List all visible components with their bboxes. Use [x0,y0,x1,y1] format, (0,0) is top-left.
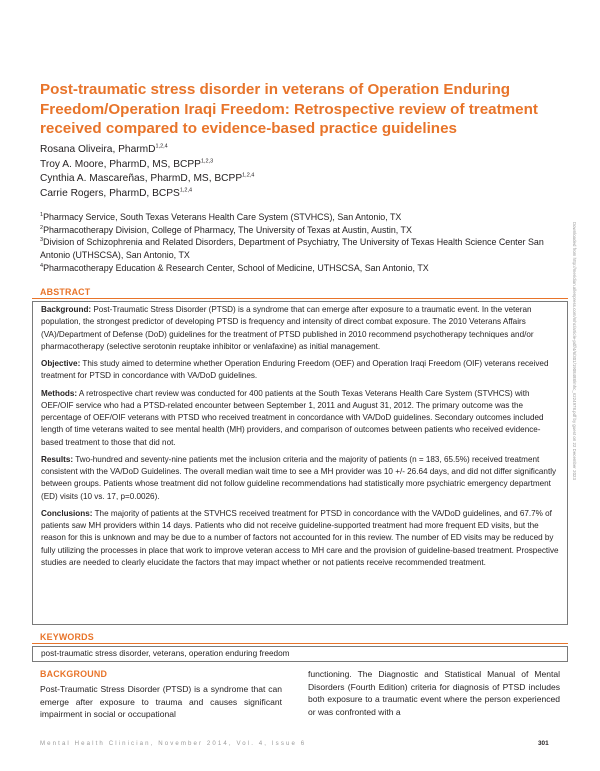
affiliation-number: 4 [40,262,44,269]
affiliation-number: 2 [40,224,44,231]
affiliation-text: Pharmacotherapy Education & Research Center, School of Medicine, UTHSCSA, San Antonio, TX [43,262,429,273]
affiliation-text: Division of Schizophrenia and Related Disorders, Department of Psychiatry, The University of Texas Health Science Center San Antonio (UTHSCSA), San Antonio, TX [40,237,544,261]
body-column-left: Post-Traumatic Stress Disorder (PTSD) is a syndrome that can emerge after exposure to trauma and causes significant impairment in social or occupational [40,684,282,720]
author-affiliation-marker: 1,2,4 [179,187,193,194]
author [40,143,460,158]
author-name: Troy A. Moore, PharmD, MS, BCPP [40,158,201,170]
journal-footer: Mental Health Clinician, November 2014, Vol. 4, Issue 6 [40,740,307,747]
body-column-right: functioning. The Diagnostic and Statistical Manual of Mental Disorders (Fourth Edition) criteria for diagnosis of PTSD includes both exposure to a traumatic event where the person experienced or was confronted with a [308,669,560,717]
author [40,172,460,187]
author [40,187,460,202]
results-text: Two-hundred and seventy-nine patients met the inclusion criteria and the majority of patients (n = 183, 65.5%) received treatment consistent with the VA/DoD Guidelines. The overall median wait time to see a MH provider was 10 +/- 26.64 days, and did not differ significantly between groups. Patients whose treatment did not follow guideline recommendations had statistically more psychiatric emergency department (ED) visits (10 vs. 17, p=0.0026). [41,454,557,501]
article-title: Post-traumatic stress disorder in veterans of Operation Enduring Freedom/Operation Iraqi Freedom: Retrospective review of treatment received compared to evidence-based practice guidelines [40,81,538,137]
download-watermark: Downloaded from http://meridian.allenpress.com/mhc/article-pdf/4/6/301/1908488/mhc_n224978.pdf by guest on 22 December 2023 [572,222,577,480]
author-affiliation-marker: 1,2,4 [155,143,168,150]
background-text: Post-Traumatic Stress Disorder (PTSD) is a syndrome that can emerge after exposure to a traumatic event. In the veteran population, the strongest predictor of developing PTSD is frequency and intensity of direct combat exposure. The 2010 Veterans Affairs (VA)/Department of Defense (DoD) guidelines for the treatment of PTSD published in 2010 recommend psychotherapy techniques and/or pharmacotherapy (selective serotonin reuptake inhibitor or venlafaxine) as initial management. [41,305,534,351]
objective-label: Objective: [41,359,81,368]
author [40,158,460,173]
abstract-methods [41,388,560,449]
affiliation [40,236,550,261]
abstract-results [41,454,560,503]
keywords-box: post-traumatic stress disorder, veterans, operation enduring freedom [32,646,568,662]
author-name: Rosana Oliveira, PharmD [40,144,156,155]
background-heading: BACKGROUND [40,669,108,679]
affiliation [40,211,550,224]
author-affiliation-marker: 1,2,4 [242,172,255,179]
abstract-objective [41,358,560,383]
methods-label: Methods: [41,388,78,398]
conclusions-label: Conclusions: [41,508,93,518]
keywords-rule [32,643,568,644]
keywords-heading: KEYWORDS [40,632,94,642]
abstract-heading: ABSTRACT [40,287,91,297]
abstract-background [41,304,560,353]
abstract-conclusions [41,508,560,569]
affiliation [40,262,550,275]
affiliation-text: Pharmacotherapy Division, College of Pharmacy, The University of Texas at Austin, Austin, TX [43,224,412,235]
background-label: Background: [41,305,92,314]
author-name: Cynthia A. Mascareñas, PharmD, MS, BCPP [40,173,243,185]
results-label: Results: [41,454,74,464]
affiliation-text: Pharmacy Service, South Texas Veterans Health Care System (STVHCS), San Antonio, TX [43,212,402,222]
abstract-rule [32,298,568,299]
affiliation-number: 1 [40,212,44,219]
affiliation-list [40,211,550,275]
author-name: Carrie Rogers, PharmD, BCPS [40,187,180,199]
abstract-box [32,301,568,625]
methods-text: A retrospective chart review was conducted for 400 patients at the South Texas Veterans Health Care System (STVHCS) with OEF/OIF service who had a PTSD-related encounter between September 1, 2011 and August 31, 2012. The primary outcome was the percentage of OEF/OIF veterans with PTSD who received treatment in concordance with VA/DoD guidelines. Secondary outcomes included length of time veterans waited to see mental health (MH) providers, and comparison of outcomes between patients who received evidence-based treatment to those that did not. [41,388,544,447]
affiliation-number: 3 [40,237,44,244]
affiliation [40,224,550,237]
author-affiliation-marker: 1,2,3 [200,158,214,165]
page-number: 301 [538,740,549,747]
author-list [40,143,460,201]
conclusions-text: The majority of patients at the STVHCS received treatment for PTSD in concordance with the VA/DoD guidelines, and 67.7% of patients saw MH providers within 14 days. Patients who did not receive guideline-supported treatment had more frequent ED visits, but the reason for this is unknown and may be due to a number of factors not accounted for in this review. The number of ED visits may be reduced by fully utilizing the processes in place that work to improve veteran access to MH care and the provision of guideline-based treatment. Prospective studies are needed to clearly elucidate the factors that may impact whether or not patients receive recommended treatment. [41,508,559,567]
objective-text: This study aimed to determine whether Operation Enduring Freedom (OEF) and Operation Iraqi Freedom (OIF) veterans received treatment for PTSD in concordance with VA/DoD guidelines. [41,359,549,381]
